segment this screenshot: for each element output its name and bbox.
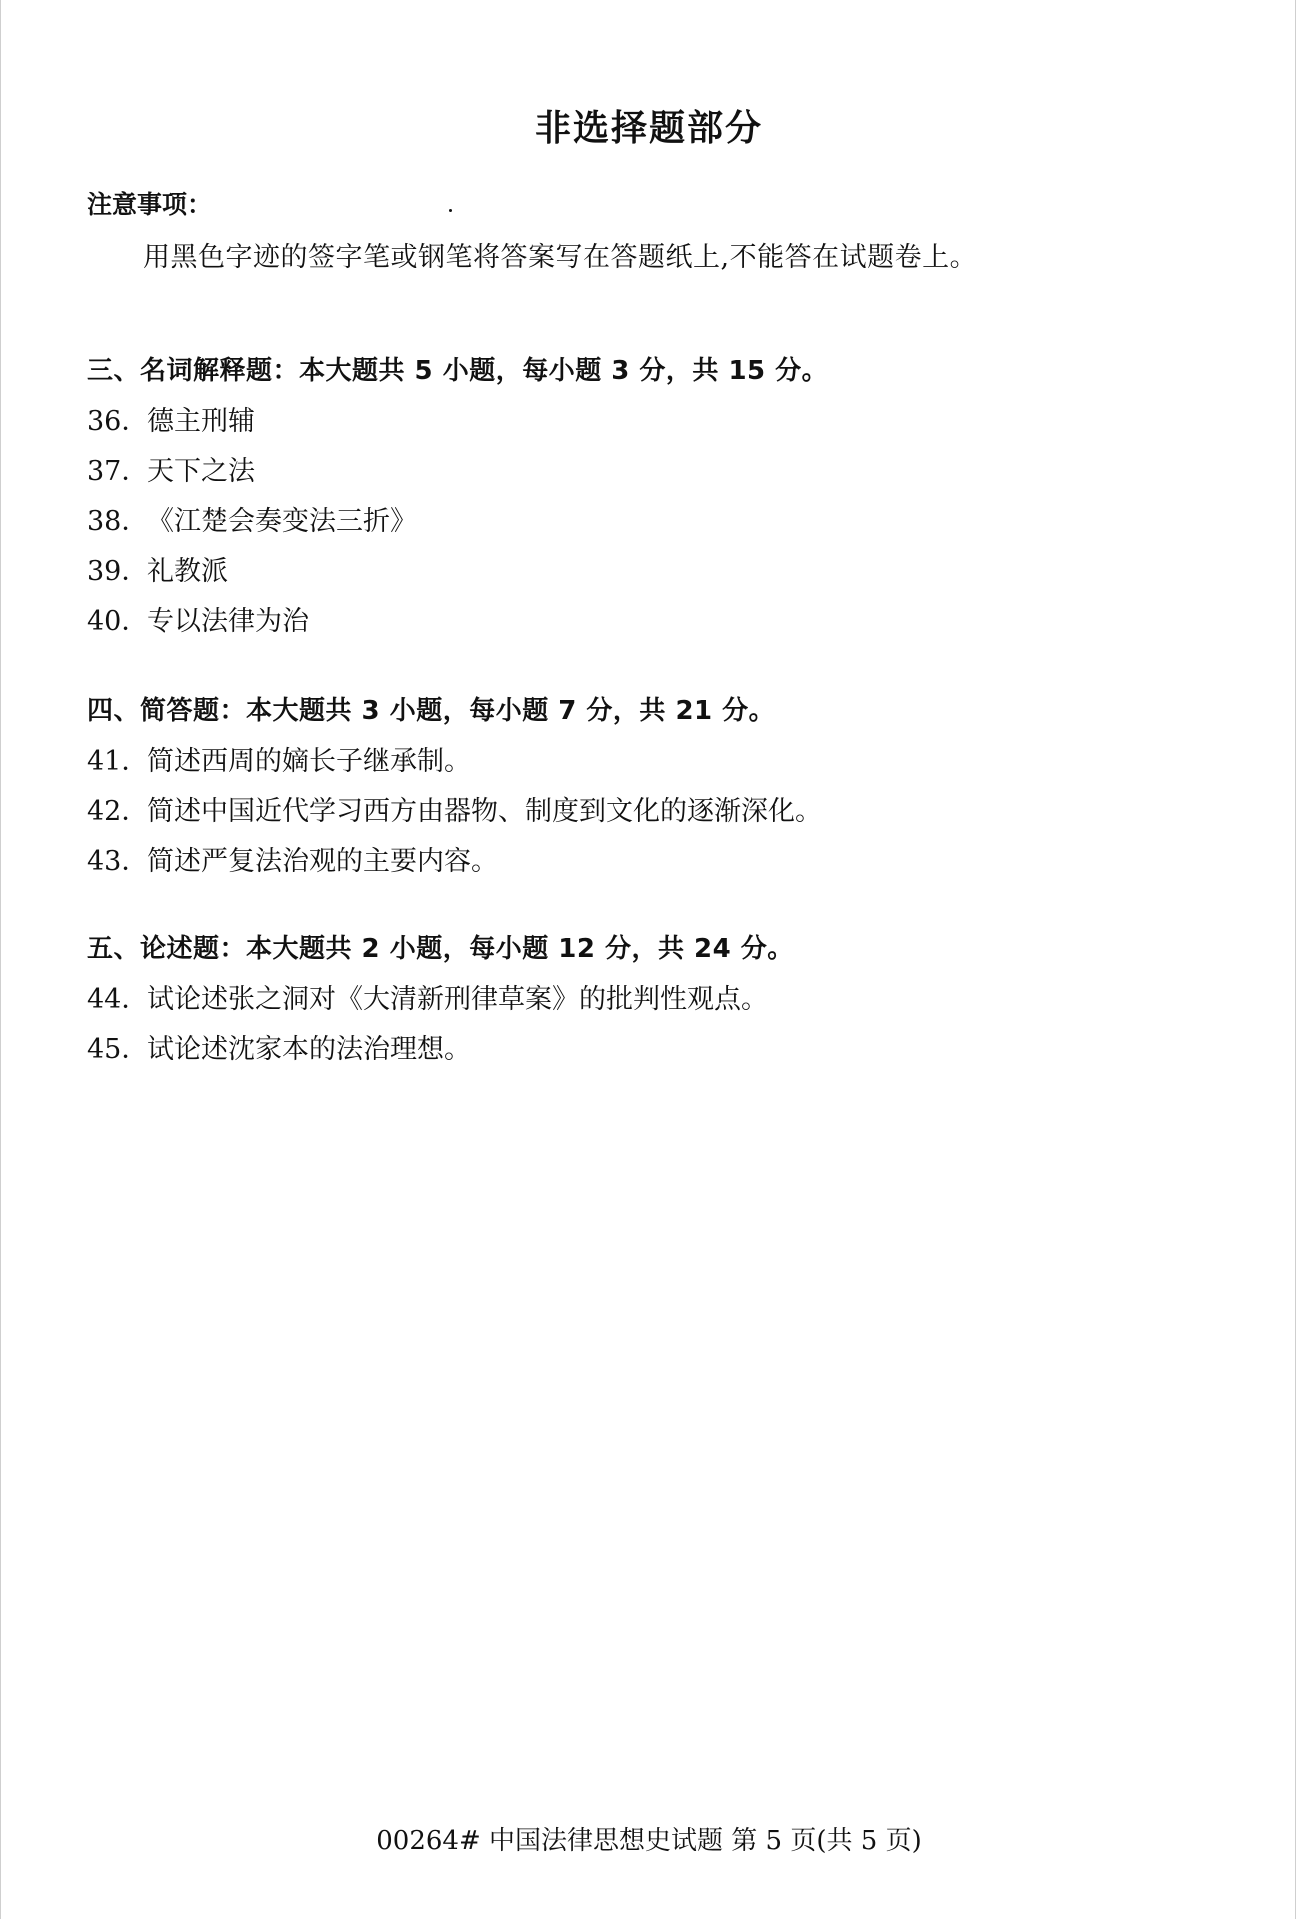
- page-title: 非选择题部分: [534, 108, 763, 149]
- item-text: 简述严复法治观的主要内容。: [147, 846, 498, 877]
- item-text: 简述中国近代学习西方由器物、制度到文化的逐渐深化。: [147, 796, 822, 827]
- item-number: 36．: [87, 406, 149, 437]
- item-number: 39．: [87, 556, 149, 587]
- section-heading-4: 四、简答题：本大题共 3 小题，每小题 7 分，共 21 分。: [87, 696, 776, 726]
- item-text: 天下之法: [147, 456, 255, 487]
- section-heading-3: 三、名词解释题：本大题共 5 小题，每小题 3 分，共 15 分。: [87, 356, 829, 386]
- list-item: [87, 739, 471, 778]
- list-item: [87, 1027, 471, 1066]
- item-text: 专以法律为治: [147, 606, 309, 637]
- item-text: 礼教派: [147, 556, 228, 587]
- list-item: [87, 399, 255, 438]
- item-number: 40．: [87, 606, 149, 637]
- item-text: 《江楚会奏变法三折》: [147, 506, 417, 537]
- item-number: 42．: [87, 796, 149, 827]
- item-number: 41．: [87, 746, 149, 777]
- item-number: 44．: [87, 984, 149, 1015]
- list-item: [87, 449, 255, 488]
- list-item: [87, 977, 768, 1016]
- list-item: [87, 499, 417, 538]
- item-number: 43．: [87, 846, 149, 877]
- item-number: 45．: [87, 1034, 149, 1065]
- list-item: [87, 549, 228, 588]
- item-number: 37．: [87, 456, 149, 487]
- list-item: [87, 839, 498, 878]
- item-text: 德主刑辅: [147, 406, 255, 437]
- list-item: [87, 599, 309, 638]
- item-text: 试论述张之洞对《大清新刑律草案》的批判性观点。: [147, 984, 768, 1015]
- list-item: [87, 789, 822, 828]
- page-footer: 00264# 中国法律思想史试题 第 5 页(共 5 页): [376, 1826, 922, 1856]
- notice-label: 注意事项：: [87, 190, 213, 219]
- notice-text: 用黑色字迹的签字笔或钢笔将答案写在答题纸上,不能答在试题卷上。: [143, 242, 978, 273]
- item-text: 简述西周的嫡长子继承制。: [147, 746, 471, 777]
- section-heading-5: 五、论述题：本大题共 2 小题，每小题 12 分，共 24 分。: [87, 934, 794, 964]
- stray-dot: [449, 209, 452, 212]
- item-text: 试论述沈家本的法治理想。: [147, 1034, 471, 1065]
- item-number: 38．: [87, 506, 149, 537]
